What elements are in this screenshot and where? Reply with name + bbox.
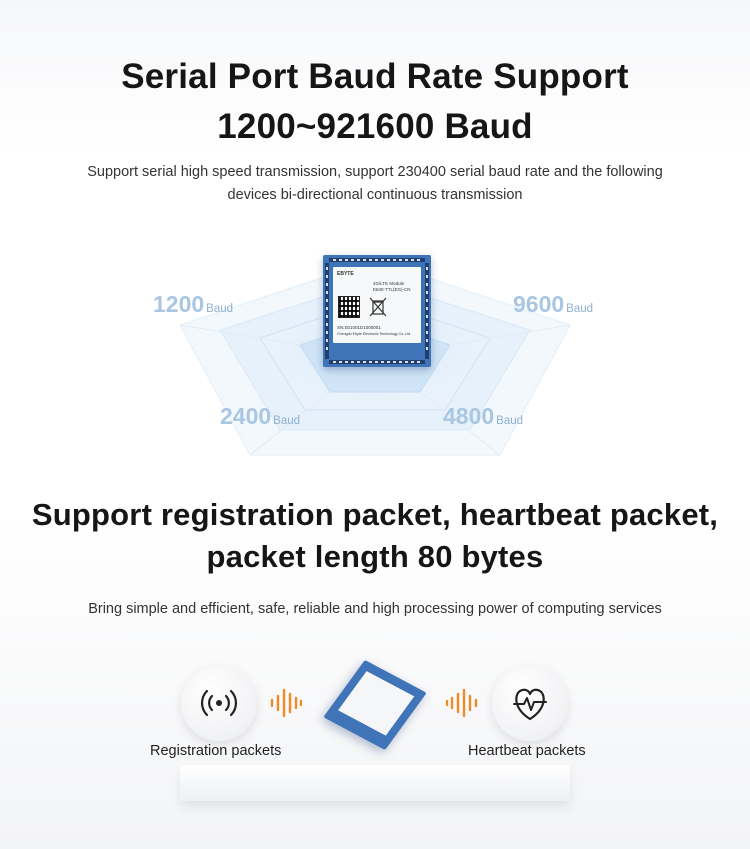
sound-wave-icon	[270, 688, 302, 718]
baud-label-1200: 1200 Baud	[153, 291, 234, 317]
heartbeat-icon	[492, 665, 568, 741]
qr-code-icon	[339, 297, 359, 317]
sound-wave-icon	[446, 688, 478, 718]
heartbeat-packets-label: Heartbeat packets	[468, 743, 586, 759]
baud-label-9600: 9600 Baud	[513, 291, 594, 317]
registration-circle	[181, 665, 257, 741]
baud-label-2400: 2400 Baud	[220, 403, 301, 429]
section1-title-line1: Serial Port Baud Rate Support	[121, 57, 629, 96]
section2-subtitle: Bring simple and efficient, safe, reliable and high processing power of computing services	[88, 601, 662, 617]
section2-title-line1: Support registration packet, heartbeat packet,	[31, 497, 719, 532]
broadcast-icon	[181, 665, 257, 741]
section1-title-line2: 1200~921600 Baud	[217, 107, 533, 146]
module-maker: Chengdu Ebyte Electronic Technology Co.,Ltd	[337, 332, 411, 336]
module-small-label	[338, 671, 414, 736]
lte-module-small-image	[323, 660, 426, 750]
section2-title-line2: packet length 80 bytes	[206, 539, 544, 574]
lte-module-image	[323, 255, 431, 367]
section1-subtitle-line1: Support serial high speed transmission, support 230400 serial baud rate and the following	[87, 164, 663, 180]
recycle-bin-crossed-icon	[369, 297, 387, 317]
platform-base	[180, 765, 570, 801]
heartbeat-circle	[492, 665, 568, 741]
module-label	[333, 267, 421, 343]
module-serial: SN:S01001D1000001	[337, 325, 381, 330]
registration-packets-label: Registration packets	[150, 743, 282, 759]
module-brand: EBYTE	[337, 271, 354, 277]
module-model: 4G/LTE Module	[373, 281, 405, 286]
module-part: E840-TTL(EG)-CN	[373, 287, 411, 292]
baud-label-4800: 4800 Baud	[443, 403, 524, 429]
section1-subtitle-line2: devices bi-directional continuous transmission	[227, 187, 523, 203]
